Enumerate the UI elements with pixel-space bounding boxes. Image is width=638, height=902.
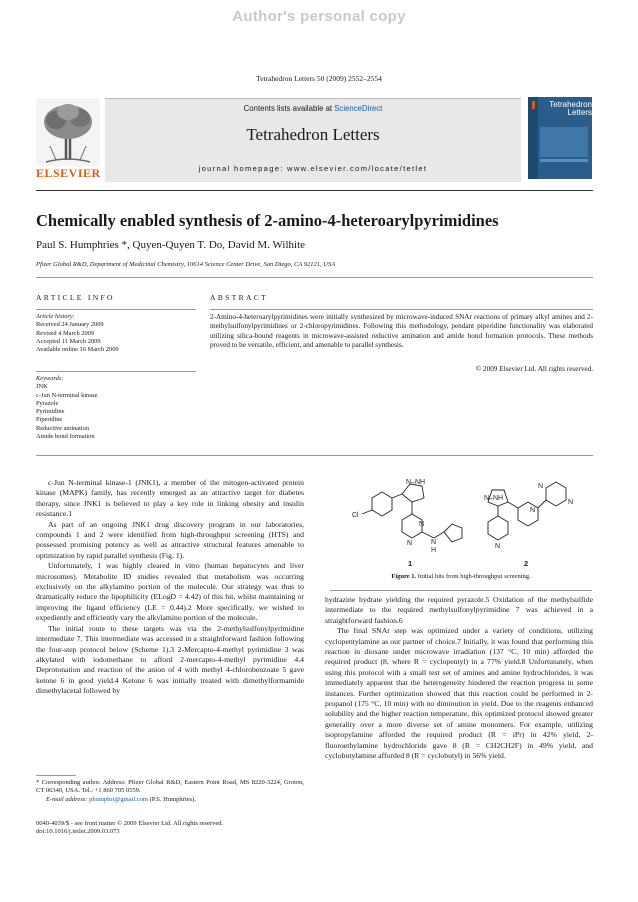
body-paragraph: The initial route to these targets was via the 2-methylsulfonylpyrimidine intermediate 7. This intermediate was accessed in a straightforward fashion following the four-step protocol below (Scheme 1).3 2-Mercapto-4-methyl pyrimidine 3 was alkylated with iodomethane to afford 2-mercapto-4-methyl pyrimidine 4.4 Deprotonation and reaction of the anion of 4 with methyl 4-chlorobenzoate 5 gave ketone 6 in good yield.4 Ketone 6 was initially treated with dimethylformamide dimethylacetal followed by bbox=[36, 623, 304, 696]
article-history bbox=[36, 313, 196, 354]
body-paragraph: The final SNAr step was optimized under a variety of conditions, utilizing cyclopentylamine as our partner of choice.7 Initially, it was found that performing this reaction in dioxane under microwave irradiation (137 °C, 10 min) afforded the required product (8, where R = cyclopentyl) in a 77% yield.8 Unfortunately, when using this protocol with a small test set of amines and amine hydrochlorides, it was immediately apparent that the heterogeneity hindered the reaction progress in some instances. Further optimization showed that this reaction could be performed in 2-propanol (175 °C, 10 min) with no diminution in yield. Due to the reagents enhanced solubility and the higher reaction temperature, this optimized protocol showed greater generality over a more diverse set of amine monomers. For example, utilizing isopropylamine afforded the required product (R = iPr) in 42% yield, 2-fluoroethylamine hydrochloride gave 8 (R = CH2CH2F) in 49% yield, and cyclobutylamine afforded 8 (R = cyclobutyl) in 56% yield. bbox=[325, 626, 593, 761]
footnote-email-line bbox=[36, 796, 304, 804]
watermark: Author's personal copy bbox=[232, 8, 406, 25]
keyword-item: Pyrimidine bbox=[36, 408, 65, 416]
pyrimidine-ring-2 bbox=[546, 482, 566, 506]
atom-label: N bbox=[538, 483, 544, 490]
atom-label: N bbox=[419, 521, 425, 528]
contents-prefix: Contents lists available at bbox=[243, 104, 335, 113]
keyword-list bbox=[36, 375, 196, 441]
keywords-label: Keywords: bbox=[36, 375, 64, 382]
caption-text: Initial hits from high-throughput screening. bbox=[416, 573, 531, 580]
atom-label: N bbox=[495, 543, 501, 550]
figure-rule bbox=[330, 590, 592, 591]
abstract-heading: ABSTRACT bbox=[210, 293, 269, 302]
citation: Tetrahedron Letters 50 (2009) 2552–2554 bbox=[256, 74, 382, 83]
history-item: Available online 16 March 2009 bbox=[36, 346, 119, 354]
journal-homepage[interactable]: journal homepage: www.elsevier.com/locate/tetlet bbox=[198, 164, 428, 173]
email-suffix: (P.S. Humphries). bbox=[147, 795, 196, 803]
body-paragraph: As part of an ongoing JNK1 drug discovery program in our laboratories, compounds 1 and 2 were identified from high-throughput screening (HTS) and possessed promising potency as well as attractive structural features amenable to optimization by rapid parallel synthesis (Fig. 1). bbox=[36, 519, 304, 560]
keyword-item: Piperidine bbox=[36, 416, 63, 424]
front-matter bbox=[36, 820, 223, 837]
front-matter-issn: 0040-4039/$ - see front matter © 2009 Elsevier Ltd. All rights reserved. bbox=[36, 820, 224, 827]
atom-label: N–NH bbox=[406, 479, 426, 486]
sciencedirect-link[interactable]: ScienceDirect bbox=[334, 104, 383, 113]
journal-name: Tetrahedron Letters bbox=[246, 125, 380, 144]
body-paragraph: c-Jun N-terminal kinase-1 (JNK1), a member of the mitogen-activated protein kinase (MAPK) family, has recently emerged as an attractive target for diabetes therapy, since JNK1 is believed to play a key role in linking obesity and insulin resistance.1 bbox=[36, 478, 304, 519]
contents-line bbox=[105, 104, 521, 113]
keyword-item: Pyrazole bbox=[36, 399, 59, 407]
cyclopentyl-ring bbox=[444, 524, 462, 542]
atom-label: N bbox=[530, 507, 536, 514]
body-right-column bbox=[325, 595, 593, 762]
cover-title-line-2: Letters bbox=[567, 108, 592, 117]
compound-2-label: 2 bbox=[524, 559, 529, 568]
keyword-item: Amide bond formation bbox=[36, 433, 95, 441]
keyword-item: Reductive amination bbox=[36, 424, 90, 432]
body-paragraph: Unfortunately, 1 was highly cleared in vitro (human hepatocytes and liver microsomes). Metabolite ID studies revealed that metabolism was occurring exclusively on the alkylamino portion of the molecule. Our strategy was thus to dramatically reduce the lipophilicity (ELogD = 4.42) of this hit, whilst maintaining or improving the ligand efficiency (LE = 0.44).2 More specifically, we wished to expediently and efficiently vary the alkylamino portion of the molecule. bbox=[36, 561, 304, 623]
history-item: Received 24 January 2009 bbox=[36, 321, 104, 329]
corresponding-author-footnote bbox=[36, 779, 304, 804]
body-left-column bbox=[36, 478, 304, 697]
atom-label: N–NH bbox=[484, 495, 504, 502]
article-title: Chemically enabled synthesis of 2-amino-4-heteroarylpyrimidines bbox=[36, 211, 499, 230]
atom-label: N bbox=[568, 499, 574, 506]
caption-label: Figure 1. bbox=[391, 573, 417, 580]
elsevier-wordmark: ELSEVIER bbox=[36, 166, 101, 180]
atom-label: N bbox=[407, 540, 413, 547]
title-rule bbox=[36, 277, 593, 278]
info-rule bbox=[36, 309, 196, 310]
email-label: E-mail address: bbox=[46, 795, 90, 803]
cover-title bbox=[532, 101, 592, 117]
footnote-corr: * Corresponding author. Address: Pfizer Global R&D, Eastern Point Road, MS 8220-3224, Groton, CT 06340, USA. Tel.: +1 860 705 0559. bbox=[36, 779, 304, 795]
history-item: Revised 4 March 2009 bbox=[36, 329, 95, 337]
keyword-item: JNK bbox=[36, 383, 48, 391]
header-rule bbox=[36, 190, 593, 191]
chlorophenyl-ring bbox=[372, 492, 392, 516]
body-paragraph: hydrazine hydrate yielding the required pyrazole.5 Oxidation of the methylsulfide intermediate to the required methylsulfonylpyrimidine 7 was achieved in a straightforward fashion.6 bbox=[325, 595, 593, 625]
cover-title-line-1: Tetrahedron bbox=[549, 100, 592, 109]
pyridine-ring bbox=[488, 516, 508, 540]
abstract-copyright: © 2009 Elsevier Ltd. All rights reserved. bbox=[475, 365, 593, 373]
footnote-rule bbox=[36, 775, 76, 776]
affiliation: Pfizer Global R&D, Department of Medicinal Chemistry, 10614 Science Center Drive, San Diego, CA 92121, USA bbox=[36, 261, 336, 268]
author-email-link[interactable]: phumphri@gmail.com bbox=[89, 795, 148, 803]
history-label: Article history: bbox=[36, 313, 75, 320]
keyword-item: c-Jun N-terminal kinase bbox=[36, 391, 98, 399]
atom-label: Cl bbox=[352, 512, 359, 519]
history-item: Accepted 11 March 2009 bbox=[36, 337, 101, 345]
atom-label: H bbox=[431, 547, 437, 554]
figure-1-structures bbox=[330, 474, 592, 570]
doi-link[interactable]: doi:10.1016/j.tetlet.2009.03.073 bbox=[36, 828, 120, 836]
author-list: Paul S. Humphries *, Quyen-Quyen T. Do, David M. Wilhite bbox=[36, 239, 306, 251]
compound-1-label: 1 bbox=[408, 559, 413, 568]
keywords-rule bbox=[36, 371, 196, 372]
abstract-text: 2-Amino-4-heteroarylpyrimidines were initially synthesized by microwave-induced SNAr reactions of primary alkyl amines and 2-methylsulfonylpyrimidines or 2-chloropyrimidines. Following this methodology, pendant piperidine functionality was elaborated utilizing silica-bound reagents in microwave-assisted reductive amination and amide bond formation protocols. These methods proved to be versatile, efficient, and amenable to parallel synthesis. bbox=[210, 313, 593, 349]
figure-1-caption bbox=[330, 573, 592, 580]
pyrazole-ring-1 bbox=[402, 484, 424, 502]
article-info-heading: ARTICLE INFO bbox=[36, 293, 115, 302]
atom-label: N bbox=[431, 539, 437, 546]
abstract-bottom-rule bbox=[36, 455, 593, 456]
abstract-rule bbox=[210, 309, 593, 310]
piperidine-ring bbox=[518, 502, 538, 526]
